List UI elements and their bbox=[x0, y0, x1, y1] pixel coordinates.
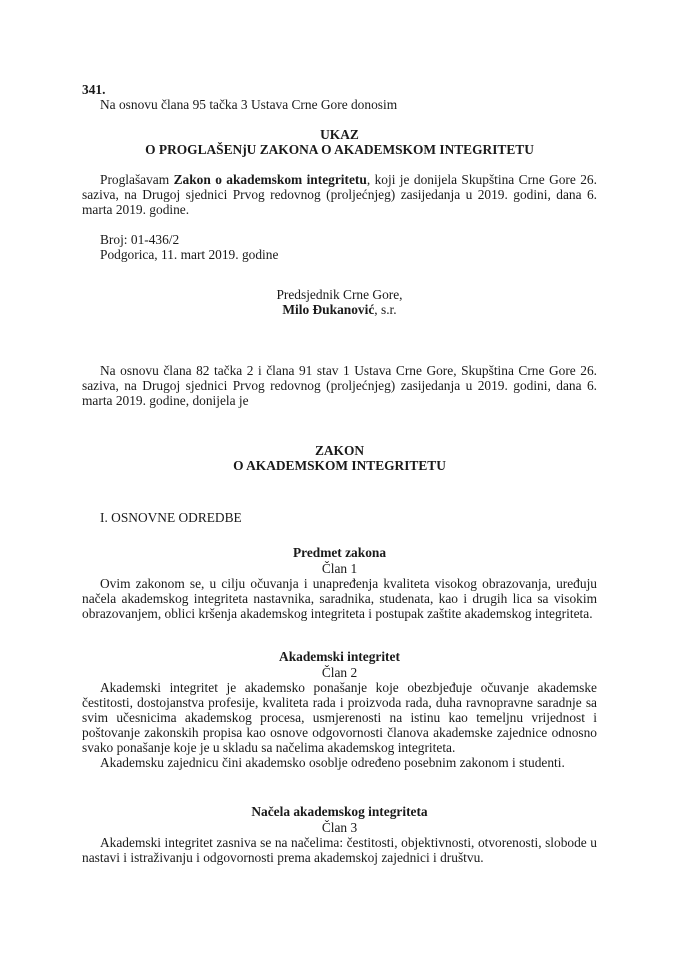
ukaz-subtitle: O PROGLAŠENjU ZAKONA O AKADEMSKOM INTEGRITETU bbox=[145, 142, 534, 157]
law-title: ZAKON bbox=[314, 443, 365, 458]
law-name: Zakon o akademskom integritetu bbox=[173, 172, 367, 187]
article-2-label: Član 2 bbox=[321, 665, 358, 680]
signer-title: Predsjednik Crne Gore, bbox=[276, 287, 403, 302]
article-3-label: Član 3 bbox=[321, 820, 358, 835]
article-3-paragraph-1: Akademski integritet zasniva se na načelima: čestitosti, objektivnosti, otvorenosti, slobode u nastavi i istraživanju i odgovornosti prema akademskoj zajednici i društvu. bbox=[82, 835, 597, 865]
ukaz-place-date: Podgorica, 11. mart 2019. godine bbox=[100, 247, 279, 262]
section-heading: I. OSNOVNE ODREDBE bbox=[100, 510, 242, 525]
ukaz-title: UKAZ bbox=[320, 127, 359, 142]
article-2-paragraph-2: Akademsku zajednicu čini akademsko osoblje određeno posebnim zakonom i studenti. bbox=[100, 755, 565, 770]
article-1-label: Član 1 bbox=[321, 561, 358, 576]
ukaz-intro: Na osnovu člana 95 tačka 3 Ustava Crne Gore donosim bbox=[100, 97, 398, 112]
article-3-heading: Načela akademskog integriteta bbox=[251, 804, 428, 819]
article-2-paragraph-1: Akademski integritet je akademsko ponašanje koje obezbjeđuje očuvanje akademske čestitosti, dostojanstva profesije, kvaliteta rada i proizvoda rada, duha ravnopravne saradnje sa svim učesnicima akademskog procesa, usmjerenosti na istinu kao temeljnu vrijednost i poštovanje zakonskih propisa kao osnove odgovornosti članova akademske zajednice odnosno svako ponašanje koje je u skladu sa načelima akademskog integriteta. bbox=[82, 680, 597, 755]
signer: Milo Đukanović, s.r. bbox=[282, 302, 397, 317]
article-2-heading: Akademski integritet bbox=[279, 649, 400, 664]
article-1-heading: Predmet zakona bbox=[292, 545, 387, 560]
gazette-item-number: 341. bbox=[82, 82, 106, 97]
law-preamble: Na osnovu člana 82 tačka 2 i člana 91 stav 1 Ustava Crne Gore, Skupština Crne Gore 26. saziva, na Drugoj sjednici Prvog redovnog (proljećnjeg) zasijedanja u 2019. godini, dana 6. marta 2019. godine, donijela je bbox=[82, 363, 597, 408]
ukaz-proclamation: Proglašavam Zakon o akademskom integritetu, koji je donijela Skupština Crne Gore 26. saziva, na Drugoj sjednici Prvog redovnog (proljećnjeg) zasijedanja u 2019. godini, dana 6. marta 2019. godine. bbox=[82, 172, 597, 217]
article-1-paragraph-1: Ovim zakonom se, u cilju očuvanja i unapređenja kvaliteta visokog obrazovanja, uređuju načela akademskog integriteta nastavnika, saradnika, studenata, kao i drugih lica sa visokim obrazovanjem, oblici kršenja akademskog integriteta i postupak zaštite akademskog integriteta. bbox=[82, 576, 597, 621]
law-subtitle: O AKADEMSKOM INTEGRITETU bbox=[233, 458, 446, 473]
signer-name: Milo Đukanović bbox=[282, 302, 375, 317]
ukaz-number: Broj: 01-436/2 bbox=[100, 232, 180, 247]
